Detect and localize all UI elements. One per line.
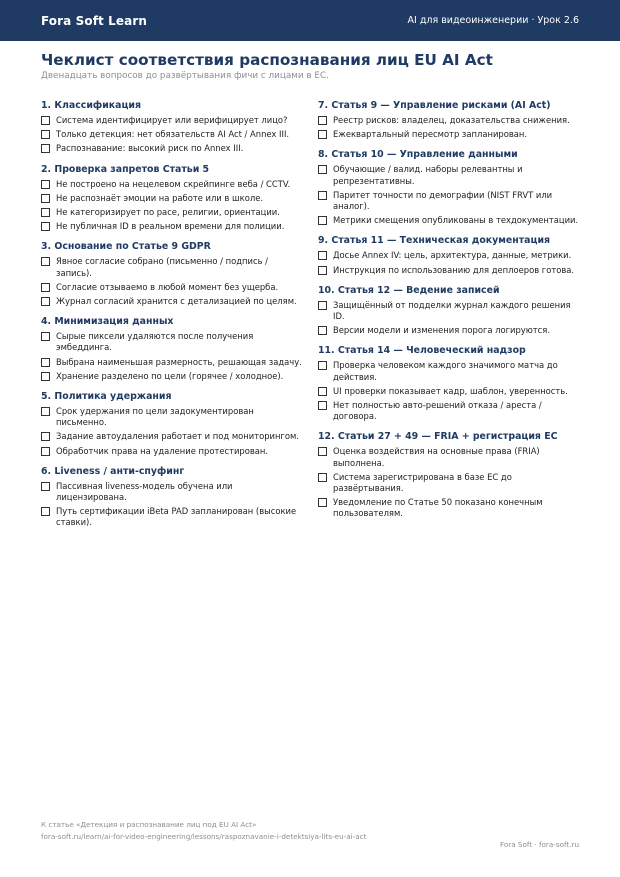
checklist-item-text: Не публичная ID в реальном времени для полиции. — [56, 221, 285, 232]
checklist-item[interactable] — [41, 406, 303, 428]
checklist-item-text: UI проверки показывает кадр, шаблон, уверенность. — [333, 385, 568, 396]
checklist-item-text: Пассивная liveness-модель обучена или лицензирована. — [56, 480, 233, 503]
checklist-item[interactable] — [318, 386, 580, 397]
checklist-item-text: Обработчик права на удаление протестирован. — [56, 445, 269, 456]
checklist-item-text: Обучающие / валид. наборы релевантны и репрезентативны. — [333, 164, 523, 186]
checklist-section — [41, 391, 303, 457]
checklist-item-text: Выбрана наименьшая размерность, решающая задачу. — [56, 356, 302, 367]
checklist-item-text: Хранение разделено по цели (горячее / холодное). — [56, 370, 284, 381]
checklist-item[interactable] — [318, 325, 580, 336]
checkbox[interactable] — [41, 507, 50, 516]
checkbox[interactable] — [41, 407, 50, 416]
checklist-item[interactable] — [41, 371, 303, 382]
checkbox[interactable] — [41, 447, 50, 456]
section-title: 11. Статья 14 — Человеческий надзор — [318, 345, 526, 357]
checklist-item-text: Защищённый от подделки журнал каждого решения ID. — [333, 299, 571, 322]
checkbox[interactable] — [41, 222, 50, 231]
checkbox[interactable] — [318, 216, 327, 225]
checklist-section — [318, 149, 580, 226]
checkbox[interactable] — [41, 257, 50, 266]
section-title: 12. Статьи 27 + 49 — FRIA + регистрация ЕС — [318, 431, 558, 443]
checklist-item[interactable] — [318, 360, 580, 382]
checklist-item[interactable] — [318, 215, 580, 226]
checklist-item[interactable] — [41, 143, 303, 154]
checklist-section — [41, 100, 303, 155]
checklist-item-text: Не построено на нецелевом скрейпинге веба / CCTV. — [56, 178, 291, 189]
checkbox[interactable] — [41, 358, 50, 367]
checklist-item[interactable] — [41, 115, 303, 126]
checkbox[interactable] — [318, 130, 327, 139]
section-title: 5. Политика удержания — [41, 391, 172, 403]
checklist-item[interactable] — [41, 256, 303, 278]
lesson-label: AI для видеоинженерии · Урок 2.6 — [407, 15, 579, 26]
checklist-section — [318, 100, 580, 140]
checkbox[interactable] — [41, 297, 50, 306]
checklist-section — [318, 285, 580, 337]
checklist-item[interactable] — [318, 129, 580, 140]
checklist-item[interactable] — [41, 506, 303, 528]
checkbox[interactable] — [318, 116, 327, 125]
checkbox[interactable] — [41, 482, 50, 491]
right-column — [318, 100, 580, 529]
checklist-item-text: Оценка воздействия на основные права (FRIA) выполнена. — [333, 446, 540, 468]
checklist-item[interactable] — [41, 431, 303, 442]
checklist-item-text: Не распознаёт эмоции на работе или в школе. — [56, 192, 264, 203]
section-title: 8. Статья 10 — Управление данными — [318, 149, 518, 161]
checkbox[interactable] — [318, 165, 327, 174]
checkbox[interactable] — [318, 266, 327, 275]
section-title: 7. Статья 9 — Управление рисками (AI Act) — [318, 100, 551, 111]
checkbox[interactable] — [41, 372, 50, 381]
checklist-section — [41, 241, 303, 307]
checklist-item-text: Версии модели и изменения порога логируются. — [333, 325, 550, 336]
section-title: 2. Проверка запретов Статьи 5 — [41, 163, 210, 175]
checkbox[interactable] — [318, 473, 327, 482]
checklist-item[interactable] — [41, 357, 303, 368]
checkbox[interactable] — [41, 208, 50, 217]
checkbox[interactable] — [41, 116, 50, 125]
section-title: 10. Статья 12 — Ведение записей — [318, 284, 500, 296]
checkbox[interactable] — [41, 130, 50, 139]
checklist-item-text: Реестр рисков: владелец, доказательства снижения. — [333, 115, 570, 125]
checklist-item[interactable] — [318, 190, 580, 212]
checklist-item-text: Система зарегистрирована в базе ЕС до развёртывания. — [333, 471, 512, 494]
checklist-item[interactable] — [318, 250, 580, 261]
checkbox[interactable] — [41, 180, 50, 189]
checklist-item[interactable] — [41, 331, 303, 353]
page-subtitle: Двенадцать вопросов до развёртывания фичи с лицами в ЕС. — [41, 71, 329, 81]
checklist-item[interactable] — [318, 472, 580, 494]
checklist-item-text: Инструкция по использованию для деплоеров готова. — [333, 264, 575, 275]
checkbox[interactable] — [318, 498, 327, 507]
footer-source-url[interactable]: fora-soft.ru/learn/ai-for-video-engineering/lessons/raspoznavanie-i-detektsiya-lits-eu-ai-act — [41, 832, 367, 841]
checklist-item[interactable] — [41, 179, 303, 190]
checklist-item[interactable] — [41, 446, 303, 457]
checkbox[interactable] — [318, 251, 327, 260]
section-title: 1. Классификация — [41, 100, 141, 111]
section-title: 9. Статья 11 — Техническая документация — [318, 235, 551, 247]
checklist-item-text: Не категоризирует по расе, религии, ориентации. — [56, 207, 280, 218]
checkbox[interactable] — [318, 301, 327, 310]
checklist-item-text: Паритет точности по демографии (NIST FRVT или аналог). — [333, 189, 553, 212]
footer-brand: Fora Soft · fora-soft.ru — [500, 840, 579, 849]
checklist-item-text: Проверка человеком каждого значимого матча до действия. — [333, 360, 558, 382]
checklist-item[interactable] — [318, 115, 580, 126]
checklist-item[interactable] — [318, 400, 580, 422]
footer-source-label: К статье «Детекция и распознавание лиц под EU AI Act» — [41, 820, 257, 829]
checklist-item-text: Срок удержания по цели задокументирован письменно. — [56, 406, 254, 428]
checklist-item-text: Журнал согласий хранится с детализацией по целям. — [56, 296, 297, 307]
checklist-item-text: Путь сертификации iBeta PAD запланирован (высокие ставки). — [56, 506, 297, 528]
left-column — [41, 100, 303, 538]
checkbox[interactable] — [41, 144, 50, 153]
checklist-item[interactable] — [41, 282, 303, 293]
checklist-section — [318, 235, 580, 275]
checklist-item[interactable] — [41, 207, 303, 218]
checkbox[interactable] — [318, 401, 327, 410]
checkbox[interactable] — [318, 361, 327, 370]
header-bar — [0, 0, 620, 41]
section-title: 4. Минимизация данных — [41, 316, 174, 328]
checklist-item-text: Согласие отзываемо в любой момент без ущерба. — [56, 281, 279, 292]
checklist-item[interactable] — [41, 296, 303, 307]
footer-source — [41, 819, 366, 843]
checklist-item[interactable] — [318, 300, 580, 322]
checklist-item-text: Метрики смещения опубликованы в техдокументации. — [333, 215, 579, 226]
checkbox[interactable] — [41, 194, 50, 203]
checklist-section — [318, 431, 580, 519]
checklist-section — [41, 466, 303, 529]
checklist-item-text: Досье Annex IV: цель, архитектура, данные, метрики. — [333, 250, 572, 261]
checkbox[interactable] — [41, 283, 50, 292]
checklist-item-text: Задание автоудаления работает и под мониторингом. — [56, 431, 299, 442]
checklist-item[interactable] — [41, 129, 303, 140]
checklist-item-text: Явное согласие собрано (письменно / подпись / запись). — [56, 256, 269, 278]
page-title: Чеклист соответствия распознавания лиц EU AI Act — [41, 51, 493, 69]
checkbox[interactable] — [318, 326, 327, 335]
checkbox[interactable] — [318, 191, 327, 200]
checkbox[interactable] — [318, 387, 327, 396]
checklist-item[interactable] — [41, 221, 303, 232]
checklist-item-text: Только детекция: нет обязательств AI Act / Annex III. — [56, 129, 290, 140]
brand-name: Fora Soft Learn — [41, 13, 148, 28]
checklist-item-text: Система идентифицирует или верифицирует лицо? — [56, 115, 288, 125]
section-title: 3. Основание по Статье 9 GDPR — [41, 241, 211, 253]
checklist-item[interactable] — [318, 265, 580, 276]
checklist-item-text: Уведомление по Статье 50 показано конечным пользователям. — [333, 497, 543, 519]
checklist-item-text: Ежеквартальный пересмотр запланирован. — [333, 129, 528, 140]
checklist-item-text: Сырые пиксели удаляются после получения эмбеддинга. — [56, 331, 254, 353]
checklist-section — [41, 164, 303, 233]
checklist-item[interactable] — [41, 481, 303, 503]
checklist-item[interactable] — [318, 497, 580, 519]
section-title: 6. Liveness / анти-спуфинг — [41, 465, 185, 477]
checklist-item[interactable] — [318, 164, 580, 186]
checklist-item[interactable] — [318, 446, 580, 468]
checklist-item-text: Нет полностью авто-решений отказа / ареста / договора. — [333, 400, 542, 422]
checkbox[interactable] — [318, 447, 327, 456]
checklist-item[interactable] — [41, 193, 303, 204]
checkbox[interactable] — [41, 332, 50, 341]
checklist-item-text: Распознавание: высокий риск по Annex III. — [56, 143, 244, 154]
checkbox[interactable] — [41, 432, 50, 441]
checklist-section — [41, 316, 303, 382]
checklist-section — [318, 345, 580, 422]
